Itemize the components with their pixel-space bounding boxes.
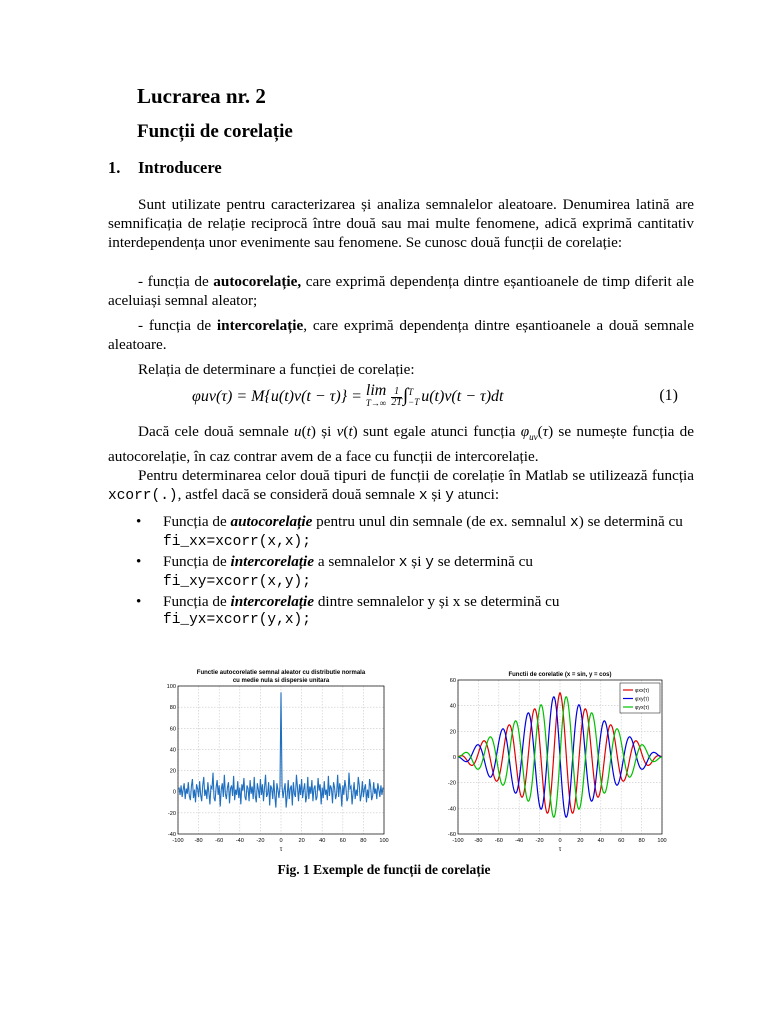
chart-title: Functii de corelatie (x = sin, y = cos): [508, 672, 612, 678]
bullet-list: [136, 512, 694, 630]
math-var: t: [348, 423, 353, 440]
text-run: (: [537, 423, 543, 440]
x-tick-label: 60: [339, 838, 346, 844]
fraction-denominator: 2T: [391, 396, 402, 408]
x-tick-label: -100: [452, 838, 464, 844]
fraction-numerator: 1: [394, 385, 400, 397]
x-tick-label: -40: [515, 838, 524, 844]
paragraph-intro: Sunt utilizate pentru caracterizarea și analiza semnalelor aleatoare. Denumirea latină are semnificația de relație reciprocă între două sau mai multe fenomene, adică exprimă cantitativ interdependența unor evenimente sau fenomene. Se cunosc două funcții de corelație:: [108, 196, 694, 251]
bold-term: autocorelație,: [213, 273, 302, 290]
text-run: și: [407, 553, 426, 570]
integral-limits: [408, 387, 419, 407]
y-tick-label: -20: [447, 780, 456, 787]
code-line: fi_yx=xcorr(y,x);: [163, 612, 311, 628]
integral-sign: ∫: [402, 385, 409, 406]
text-run: ) și: [310, 423, 337, 440]
x-axis-label: τ: [279, 846, 283, 853]
math-var: v: [336, 423, 344, 440]
x-tick-label: -80: [474, 838, 483, 844]
text-run: și: [427, 486, 446, 503]
autocorrelation-chart: [160, 662, 400, 862]
x-tick-label: 60: [618, 838, 625, 844]
text-run: Dacă cele două semnale: [138, 423, 294, 440]
x-tick-label: 40: [319, 838, 326, 844]
text-run: Pentru determinarea celor două tipuri de funcții de corelație în Matlab se utilizează funcția: [138, 467, 694, 484]
list-item: [136, 512, 694, 552]
emphasis-term: autocorelație: [230, 513, 313, 530]
y-tick-label: 60: [449, 678, 456, 684]
bullet-icon: •: [136, 593, 142, 610]
chart-title: cu medie nula si dispersie unitara: [232, 678, 330, 684]
text-run: ) sunt egale atunci funcția: [352, 423, 521, 440]
x-axis-label: τ: [558, 846, 562, 853]
text-run: - funcția de: [138, 317, 217, 334]
x-tick-label: -60: [494, 838, 503, 844]
text-run: atunci:: [453, 486, 500, 503]
x-tick-label: 80: [360, 838, 367, 844]
math-var: φ: [520, 423, 530, 440]
limit-subscript: T→∞: [365, 398, 387, 409]
x-tick-label: -20: [256, 838, 265, 844]
equation-rhs: u(t)v(t − τ)dt: [421, 388, 504, 405]
equation-row: [108, 382, 694, 411]
y-tick-label: -40: [447, 806, 456, 813]
emphasis-term: intercorelație: [230, 553, 315, 570]
text-run: (: [343, 423, 349, 440]
x-tick-label: 40: [597, 838, 604, 844]
inline-code: x: [398, 555, 408, 571]
correlation-functions-chart: [424, 662, 674, 862]
code-line: fi_xx=xcorr(x,x);: [163, 534, 311, 550]
x-tick-label: 100: [657, 838, 667, 844]
document-title: Lucrarea nr. 2: [137, 84, 266, 108]
y-tick-label: -60: [447, 832, 456, 838]
equation: [192, 382, 504, 409]
list-item: [136, 592, 694, 630]
math-subscript: uv: [529, 432, 538, 443]
y-tick-label: 40: [449, 703, 456, 710]
paragraph-signals: [108, 422, 694, 466]
inline-code: x: [418, 488, 428, 504]
equation-lhs: φuv(τ) = M{u(t)v(t − τ)} =: [192, 388, 366, 405]
x-tick-label: 20: [577, 838, 584, 844]
text-run: Funcția de: [163, 513, 231, 530]
x-tick-label: 20: [298, 838, 305, 844]
bullet-icon: •: [136, 553, 142, 570]
equation-number: (1): [659, 387, 678, 404]
text-run: care exprimă dependența dintre eșantioanele de timp diferit ale aceluiași semnal aleator;: [108, 273, 694, 309]
list-item: [136, 552, 694, 592]
section-heading: [108, 158, 222, 178]
equation-fraction: [391, 387, 402, 408]
text-run: , astfel dacă se consideră două semnale: [177, 486, 419, 503]
text-run: , care exprimă dependența dintre eșantioanele a două semnale aleatoare.: [108, 317, 694, 353]
x-tick-label: 0: [279, 838, 283, 844]
emphasis-term: intercorelație: [230, 593, 315, 610]
inline-code: y: [445, 488, 454, 504]
document-subtitle: Funcții de corelație: [137, 121, 293, 142]
x-tick-label: -40: [235, 838, 244, 844]
legend-label: φxx(τ): [635, 688, 650, 694]
equation-limit: [365, 382, 387, 409]
y-tick-label: 80: [169, 705, 176, 712]
x-tick-label: -80: [194, 838, 203, 844]
text-run: (: [301, 423, 307, 440]
paragraph-autocorrelation: [108, 272, 694, 310]
bold-term: intercorelație: [216, 317, 304, 334]
text-run: pentru unul din semnale (de ex. semnalul: [312, 513, 571, 530]
bullet-icon: •: [136, 513, 142, 530]
y-tick-label: 60: [169, 726, 176, 733]
inline-code: x: [570, 515, 579, 531]
y-tick-label: 40: [169, 747, 176, 754]
text-run: ) se numește funcția de autocorelație, în caz contrar avem de a face cu funcții de intercorelație.: [108, 423, 695, 466]
x-tick-label: -100: [172, 838, 184, 844]
math-var: τ: [542, 423, 549, 440]
text-run: Funcția de: [163, 593, 231, 610]
legend-label: φyx(τ): [635, 705, 650, 711]
figure-caption: Fig. 1 Exemple de funcții de corelație: [277, 862, 491, 877]
text-run: Funcția de: [163, 553, 231, 570]
text-run: - funcția de: [138, 273, 214, 290]
y-tick-label: -20: [167, 810, 176, 817]
y-tick-label: 20: [169, 768, 176, 775]
text-run: dintre semnalelor y și x se determină cu: [314, 593, 560, 610]
section-title: Introducere: [138, 158, 222, 177]
x-tick-label: 0: [558, 838, 562, 844]
x-tick-label: 100: [379, 838, 389, 844]
text-run: ) se determină cu: [578, 513, 683, 530]
inline-code: y: [425, 555, 434, 571]
paragraph-intercorrelation: [108, 316, 694, 354]
text-run: a semnalelor: [314, 553, 399, 570]
integral-upper: T: [408, 387, 414, 398]
math-var: t: [306, 423, 311, 440]
legend-label: φxy(τ): [635, 696, 650, 703]
integral-lower: −T: [408, 397, 420, 408]
y-tick-label: 100: [166, 684, 176, 690]
y-tick-label: -40: [167, 832, 176, 838]
inline-code: xcorr(.): [108, 488, 178, 504]
y-tick-label: 0: [452, 755, 456, 761]
math-var: u: [294, 423, 302, 440]
x-tick-label: -60: [215, 838, 224, 844]
chart-title: Functie autocorelatie semnal aleator cu distributie normala: [196, 670, 366, 676]
section-number: 1.: [108, 158, 121, 177]
paragraph-matlab: [108, 466, 694, 506]
y-tick-label: 20: [449, 729, 456, 736]
limit-label: lim: [365, 382, 387, 400]
x-tick-label: 80: [638, 838, 645, 844]
code-line: fi_xy=xcorr(x,y);: [163, 574, 311, 590]
paragraph-relation: Relația de determinare a funcției de corelație:: [138, 361, 415, 378]
x-tick-label: -20: [535, 838, 544, 844]
text-run: se determină cu: [433, 553, 534, 570]
y-tick-label: 0: [172, 789, 176, 796]
